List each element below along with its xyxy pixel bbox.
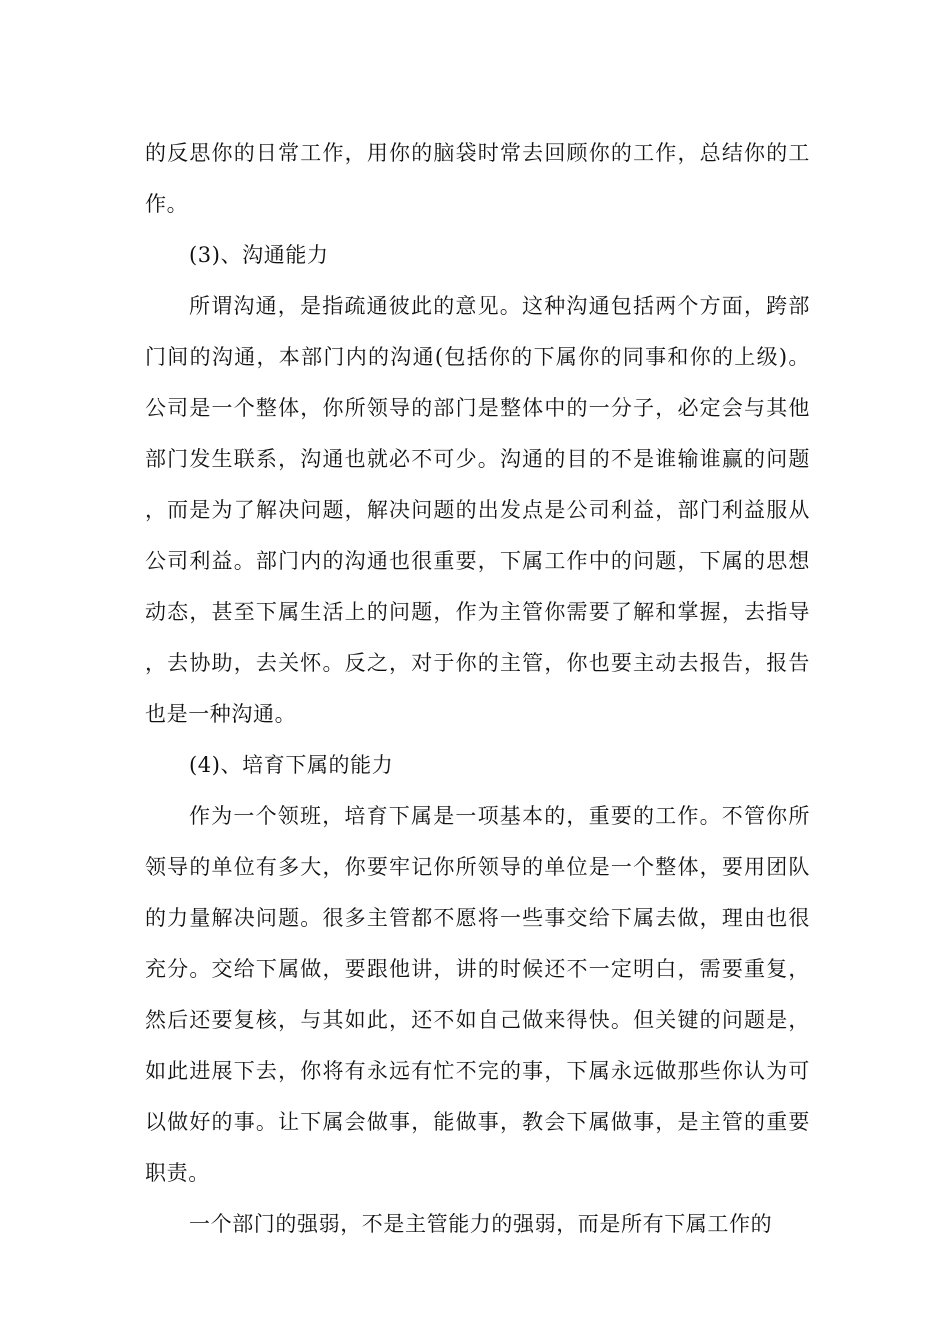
paragraph-training-subordinates: 作为一个领班，培育下属是一项基本的，重要的工作。不管你所领导的单位有多大，你要牢记你所领导的单位是一个整体，要用团队的力量解决问题。很多主管都不愿将一些事交给下属去做，理由也很充分。交给下属做，要跟他讲，讲的时候还不一定明白，需要重复，然后还要复核，与其如此，还不如自己做来得快。但关键的问题是，如此进展下去，你将有永远有忙不完的事，下属永远做那些你认为可以做好的事。让下属会做事，能做事，教会下属做事，是主管的重要职责。 <box>145 804 810 1185</box>
document-body <box>145 128 810 1250</box>
paragraph-communication: 所谓沟通，是指疏通彼此的意见。这种沟通包括两个方面，跨部门间的沟通，本部门内的沟通(包括你的下属你的同事和你的上级)。公司是一个整体，你所领导的部门是整体中的一分子，必定会与其他部门发生联系，沟通也就必不可少。沟通的目的不是谁输谁赢的问题，而是为了解决问题，解决问题的出发点是公司利益，部门利益服从公司利益。部门内的沟通也很重要，下属工作中的问题，下属的思想动态，甚至下属生活上的问题，作为主管你需要了解和掌握，去指导，去协助，去关怀。反之，对于你的主管，你也要主动去报告，报告也是一种沟通。 <box>145 294 810 726</box>
section-heading-communication: (3)、沟通能力 <box>189 243 329 267</box>
section-heading-training-subordinates: (4)、培育下属的能力 <box>189 753 394 777</box>
paragraph-department-strength: 一个部门的强弱，不是主管能力的强弱，而是所有下属工作的 <box>189 1212 773 1236</box>
paragraph-continuation: 的反思你的日常工作，用你的脑袋时常去回顾你的工作，总结你的工作。 <box>145 141 810 216</box>
